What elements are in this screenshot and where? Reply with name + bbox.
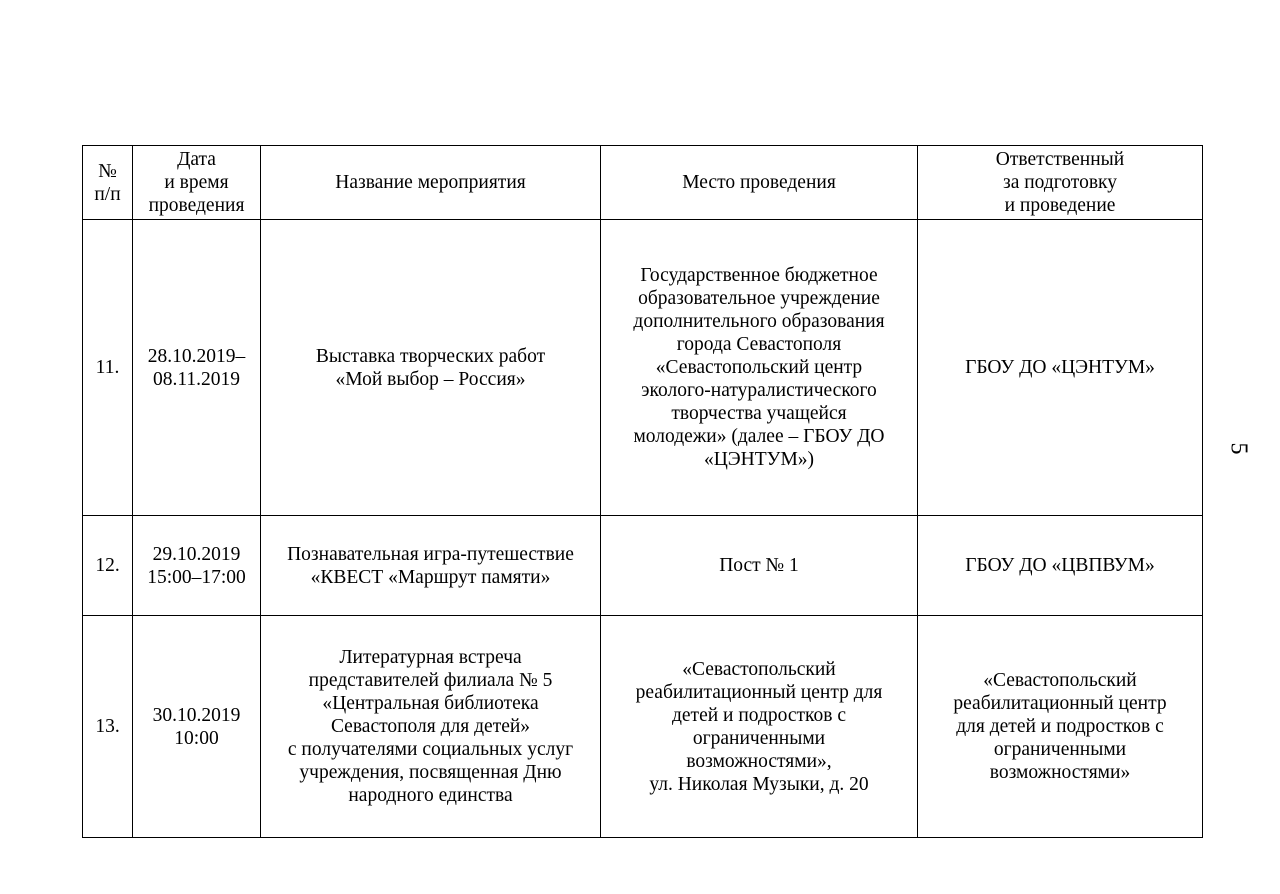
row-number: 12. — [95, 555, 120, 576]
place-text: эколого-натуралистического — [641, 380, 877, 401]
header-text: № — [98, 160, 117, 182]
responsible-text: «Севастопольский — [983, 670, 1137, 691]
place-text: дополнительного образования — [633, 311, 885, 332]
place-text: «Севастопольский центр — [655, 357, 863, 378]
header-resp — [918, 146, 1203, 220]
events-table — [82, 145, 1203, 838]
responsible-text: возможностями» — [989, 762, 1131, 783]
event-name-text: «Центральная библиотека — [322, 693, 539, 714]
place-text: Пост № 1 — [719, 555, 799, 576]
header-text: Название мероприятия — [335, 172, 526, 193]
cell-responsible — [918, 516, 1203, 616]
cell-date — [133, 516, 261, 616]
date-text: 28.10.2019– — [147, 345, 246, 367]
cell-place — [601, 220, 918, 516]
cell-num — [83, 616, 133, 838]
place-text: «ЦЭНТУМ») — [703, 449, 815, 470]
event-name-text: учреждения, посвященная Дню — [299, 762, 562, 783]
cell-place — [601, 516, 918, 616]
cell-responsible — [918, 616, 1203, 838]
header-text: Место проведения — [682, 172, 836, 193]
date-text: 30.10.2019 — [152, 704, 241, 726]
event-name-text: «Мой выбор – Россия» — [335, 368, 526, 390]
responsible-text: ГБОУ ДО «ЦВПВУМ» — [965, 555, 1155, 576]
header-text: проведения — [148, 195, 245, 216]
place-text: реабилитационный центр для — [635, 681, 883, 703]
responsible-text: реабилитационный центр — [953, 693, 1167, 714]
event-name-text: Познавательная игра-путешествие — [287, 543, 574, 565]
header-text: Ответственный — [995, 149, 1125, 170]
header-text: п/п — [94, 183, 121, 205]
event-name-text: «КВЕСТ «Маршрут памяти» — [310, 566, 551, 588]
date-text: 08.11.2019 — [152, 368, 241, 390]
place-text: детей и подростков с — [671, 704, 847, 726]
event-name-text: Севастополя для детей» — [330, 716, 531, 737]
place-text: Государственное бюджетное — [640, 265, 878, 286]
cell-num — [83, 220, 133, 516]
date-text: 10:00 — [174, 727, 219, 749]
header-date — [133, 146, 261, 220]
table-header-row — [83, 146, 1203, 220]
place-text: города Севастополя — [676, 334, 842, 355]
place-text: творчества учащейся — [671, 403, 847, 424]
event-name-text: Литературная встреча — [339, 647, 522, 668]
cell-event-name — [261, 516, 601, 616]
responsible-text: для детей и подростков с — [956, 716, 1164, 737]
cell-num — [83, 516, 133, 616]
date-text: 15:00–17:00 — [147, 566, 246, 588]
header-text: и время — [164, 172, 229, 193]
place-text: «Севастопольский — [682, 658, 836, 680]
row-number: 11. — [95, 357, 120, 378]
table-row — [83, 516, 1203, 616]
date-text: 29.10.2019 — [152, 543, 241, 565]
cell-event-name — [261, 616, 601, 838]
cell-event-name — [261, 220, 601, 516]
responsible-text: ограниченными — [993, 739, 1127, 760]
row-number: 13. — [95, 716, 120, 737]
header-text: и проведение — [1004, 195, 1116, 216]
cell-responsible — [918, 220, 1203, 516]
event-name-text: народного единства — [348, 785, 513, 806]
place-text: ул. Николая Музыки, д. 20 — [649, 773, 869, 795]
cell-date — [133, 220, 261, 516]
place-text: возможностями», — [686, 750, 832, 772]
responsible-text: ГБОУ ДО «ЦЭНТУМ» — [965, 357, 1155, 378]
event-name-text: с получателями социальных услуг — [287, 739, 574, 760]
header-name — [261, 146, 601, 220]
event-name-text: Выставка творческих работ — [315, 345, 546, 367]
event-name-text: представителей филиала № 5 — [308, 670, 553, 691]
place-text: молодежи» (далее – ГБОУ ДО — [633, 426, 885, 447]
place-text: образовательное учреждение — [638, 288, 880, 309]
table-row — [83, 616, 1203, 838]
header-place — [601, 146, 918, 220]
cell-date — [133, 616, 261, 838]
header-text: Дата — [177, 149, 216, 170]
table-row — [83, 220, 1203, 516]
cell-place — [601, 616, 918, 838]
page-number: 5 — [1225, 442, 1252, 455]
place-text: ограниченными — [692, 727, 826, 749]
header-num — [83, 146, 133, 220]
header-text: за подготовку — [1003, 172, 1117, 193]
